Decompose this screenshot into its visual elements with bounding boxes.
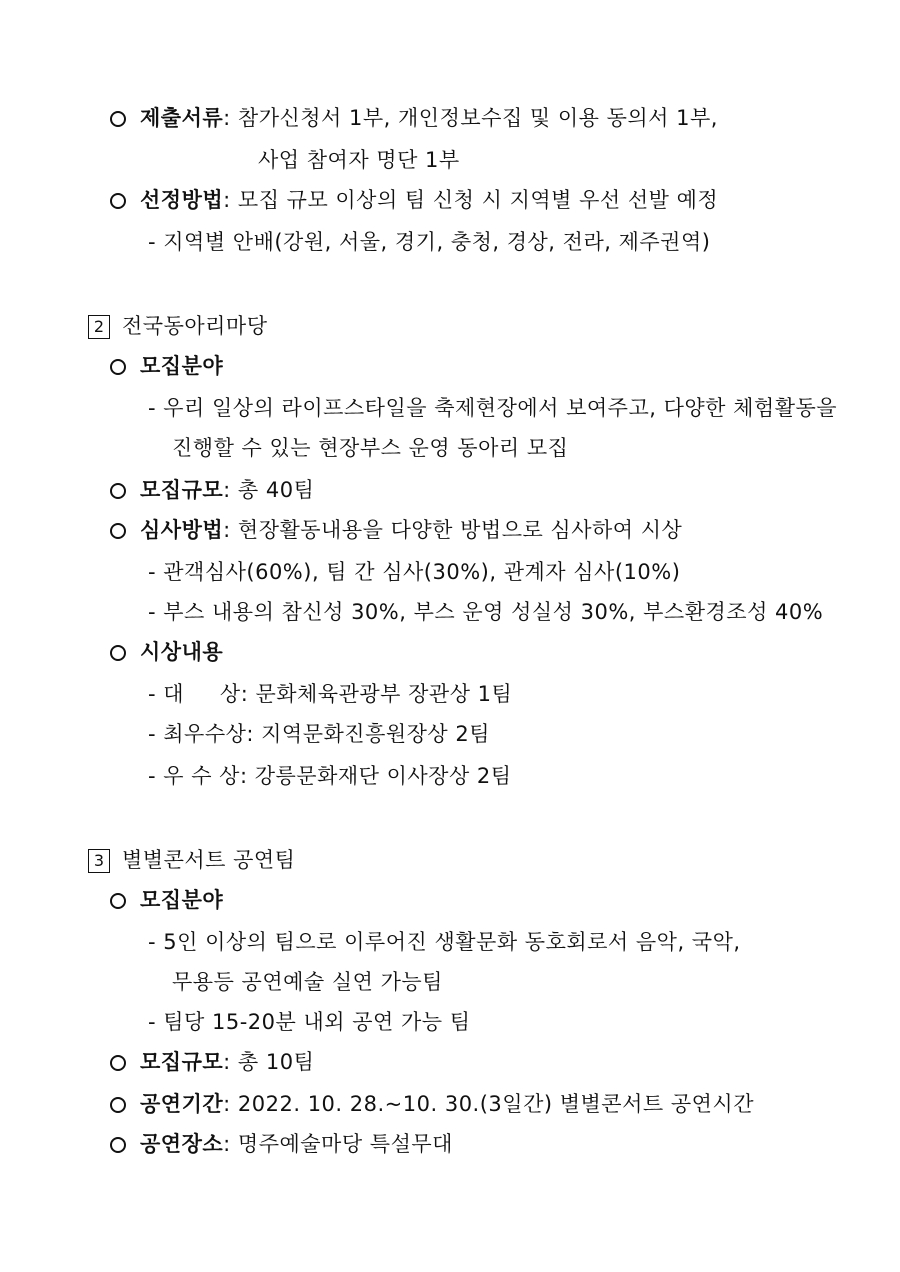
s2-judge-line [110, 516, 682, 544]
s3-period-text: : 2022. 10. 28.~10. 30.(3일간) 별별콘서트 공연시간 [223, 1092, 754, 1116]
submit-docs-text: : 참가신청서 1부, 개인정보수집 및 이용 동의서 1부, [223, 106, 718, 130]
s3-period-line [110, 1090, 754, 1118]
section-2-heading [88, 312, 268, 340]
selection-method-text: : 모집 규모 이상의 팀 신청 시 지역별 우선 선발 예정 [223, 188, 719, 212]
s2-field-label: 모집분야 [140, 354, 224, 378]
circle-bullet-icon [110, 645, 126, 661]
s2-award-item-1: - 대 상: 문화체육관광부 장관상 1팀 [148, 682, 513, 706]
s2-judge-text: : 현장활동내용을 다양한 방법으로 심사하여 시상 [223, 518, 683, 542]
s3-venue-label: 공연장소 [140, 1132, 224, 1156]
s2-award-label: 시상내용 [140, 640, 224, 664]
s2-field-text: - 우리 일상의 라이프스타일을 축제현장에서 보여주고, 다양한 체험활동을 [148, 396, 838, 420]
s2-award-item-2: - 최우수상: 지역문화진흥원장상 2팀 [148, 722, 491, 746]
s3-venue-line [110, 1130, 453, 1158]
circle-bullet-icon [110, 111, 126, 127]
section-3-title: 별별콘서트 공연팀 [122, 848, 296, 872]
submit-docs-line [110, 104, 718, 132]
s3-field-label: 모집분야 [140, 888, 224, 912]
circle-bullet-icon [110, 523, 126, 539]
s2-scale-text: : 총 40팀 [223, 478, 315, 502]
circle-bullet-icon [110, 483, 126, 499]
s3-scale-label: 모집규모 [140, 1050, 224, 1074]
s2-judge-item-1: - 관객심사(60%), 팀 간 심사(30%), 관계자 심사(10%) [148, 560, 681, 584]
s3-venue-text: : 명주예술마당 특설무대 [223, 1132, 453, 1156]
section-number-box: 2 [88, 315, 110, 339]
s2-award-line [110, 638, 223, 666]
submit-docs-label: 제출서류 [140, 106, 224, 130]
s3-field-text: - 5인 이상의 팀으로 이루어진 생활문화 동호회로서 음악, 국악, [148, 930, 741, 954]
section-number-box: 3 [88, 849, 110, 873]
circle-bullet-icon [110, 893, 126, 909]
circle-bullet-icon [110, 1097, 126, 1113]
selection-method-label: 선정방법 [140, 188, 224, 212]
s2-award-item-3: - 우 수 상: 강릉문화재단 이사장상 2팀 [148, 764, 512, 788]
s3-period-label: 공연기간 [140, 1092, 224, 1116]
s3-field-line [110, 886, 223, 914]
section-2-title: 전국동아리마당 [122, 314, 268, 338]
s2-field-line [110, 352, 223, 380]
s3-scale-line [110, 1048, 314, 1076]
s3-field-item-2: - 팀당 15-20분 내외 공연 가능 팀 [148, 1010, 471, 1034]
s2-field-text-2: 진행할 수 있는 현장부스 운영 동아리 모집 [172, 436, 569, 460]
circle-bullet-icon [110, 193, 126, 209]
s3-scale-text: : 총 10팀 [223, 1050, 315, 1074]
circle-bullet-icon [110, 359, 126, 375]
region-allocation-item: - 지역별 안배(강원, 서울, 경기, 충청, 경상, 전라, 제주권역) [148, 230, 711, 254]
s3-field-text-2: 무용등 공연예술 실연 가능팀 [172, 970, 443, 994]
s2-judge-item-2: - 부스 내용의 참신성 30%, 부스 운영 성실성 30%, 부스환경조성 40% [148, 600, 824, 624]
s2-scale-label: 모집규모 [140, 478, 224, 502]
submit-docs-line-2: 사업 참여자 명단 1부 [258, 148, 460, 172]
circle-bullet-icon [110, 1055, 126, 1071]
section-3-heading [88, 846, 295, 874]
selection-method-line [110, 186, 718, 214]
s2-judge-label: 심사방법 [140, 518, 224, 542]
s2-scale-line [110, 476, 314, 504]
circle-bullet-icon [110, 1137, 126, 1153]
